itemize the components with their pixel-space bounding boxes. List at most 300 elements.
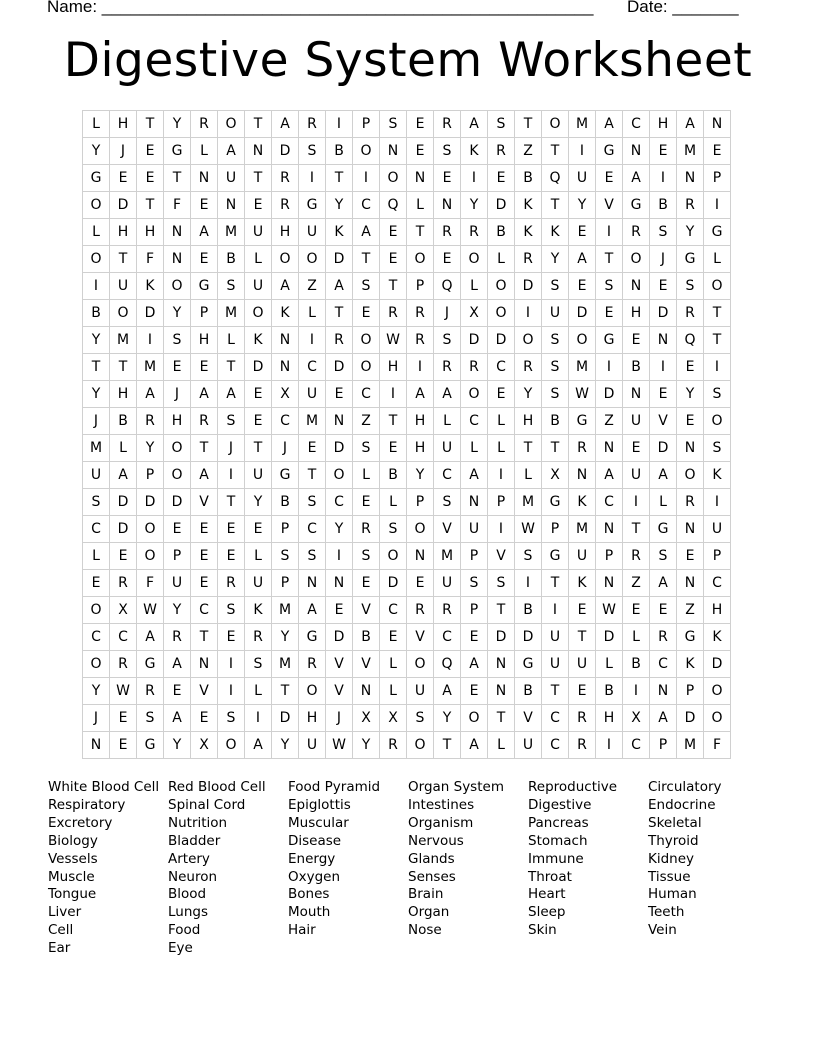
grid-letter: G [137,651,164,678]
grid-letter: Y [326,192,353,219]
grid-letter: T [380,273,407,300]
grid-letter: S [218,705,245,732]
grid-letter: A [650,462,677,489]
grid-letter: N [434,192,461,219]
grid-letter: L [488,246,515,273]
grid-letter: B [623,651,650,678]
word-bank-item: Muscle [48,868,95,885]
grid-letter: I [353,165,380,192]
grid-letter: P [191,300,218,327]
grid-letter: F [704,732,731,759]
grid-letter: B [596,678,623,705]
grid-letter: D [515,273,542,300]
word-bank-item: Endocrine [648,796,716,813]
grid-letter: I [245,705,272,732]
grid-letter: X [542,462,569,489]
grid-letter: T [380,408,407,435]
grid-letter: N [164,246,191,273]
grid-letter: H [110,219,137,246]
grid-letter: L [83,111,110,138]
grid-letter: O [407,516,434,543]
grid-letter: S [434,327,461,354]
grid-letter: D [326,354,353,381]
grid-letter: N [272,327,299,354]
grid-letter: S [434,489,461,516]
grid-letter: E [83,570,110,597]
grid-letter: D [326,246,353,273]
grid-letter: H [164,408,191,435]
grid-letter: T [83,354,110,381]
grid-letter: I [596,354,623,381]
grid-letter: E [191,354,218,381]
grid-letter: E [245,408,272,435]
grid-letter: O [542,111,569,138]
grid-letter: Z [299,273,326,300]
grid-letter: H [191,327,218,354]
word-bank-item: Artery [168,850,210,867]
grid-letter: E [245,516,272,543]
grid-letter: X [380,705,407,732]
grid-letter: G [677,624,704,651]
grid-letter: V [434,516,461,543]
grid-letter: O [245,300,272,327]
grid-letter: E [164,678,191,705]
grid-letter: R [326,327,353,354]
grid-letter: R [191,408,218,435]
grid-letter: G [569,408,596,435]
word-bank-item: Vein [648,922,677,939]
grid-letter: T [353,246,380,273]
grid-letter: E [218,624,245,651]
grid-letter: K [515,192,542,219]
grid-letter: E [353,489,380,516]
grid-letter: N [272,354,299,381]
grid-letter: T [542,678,569,705]
grid-letter: P [461,543,488,570]
page-title: Digestive System Worksheet [63,33,753,88]
grid-letter: R [461,219,488,246]
grid-letter: A [326,273,353,300]
grid-letter: B [380,462,407,489]
grid-letter: A [461,111,488,138]
grid-letter: H [110,111,137,138]
grid-letter: N [407,543,434,570]
grid-letter: I [704,489,731,516]
grid-letter: D [488,192,515,219]
grid-letter: B [542,408,569,435]
grid-letter: P [542,516,569,543]
grid-letter: R [677,300,704,327]
word-bank-column [48,779,168,958]
grid-letter: V [326,651,353,678]
grid-letter: P [596,543,623,570]
grid-letter: A [164,651,191,678]
grid-letter: C [83,516,110,543]
grid-letter: I [650,354,677,381]
word-bank-item: Bladder [168,832,221,849]
grid-letter: I [137,327,164,354]
grid-letter: S [353,435,380,462]
grid-letter: I [515,570,542,597]
grid-letter: B [353,624,380,651]
grid-letter: T [137,111,164,138]
grid-letter: D [650,435,677,462]
grid-letter: E [596,300,623,327]
grid-letter: N [191,165,218,192]
word-bank-item: Disease [288,832,342,849]
grid-letter: D [650,300,677,327]
grid-letter: W [569,381,596,408]
grid-letter: K [245,327,272,354]
grid-letter: J [434,300,461,327]
grid-letter: V [515,705,542,732]
grid-letter: L [704,246,731,273]
grid-letter: X [623,705,650,732]
grid-letter: S [245,651,272,678]
grid-letter: V [353,597,380,624]
grid-letter: N [704,111,731,138]
grid-letter: B [623,354,650,381]
grid-letter: S [542,354,569,381]
grid-letter: E [191,705,218,732]
grid-letter: R [434,111,461,138]
grid-letter: L [380,489,407,516]
grid-letter: Y [677,219,704,246]
grid-letter: J [650,246,677,273]
grid-letter: T [191,435,218,462]
grid-letter: T [245,165,272,192]
word-bank-item: Nervous [408,832,464,849]
grid-letter: U [299,732,326,759]
grid-letter: D [380,570,407,597]
grid-letter: C [623,111,650,138]
grid-letter: D [272,138,299,165]
word-bank-item: Energy [288,850,336,867]
grid-letter: K [272,300,299,327]
grid-letter: A [191,462,218,489]
grid-letter: R [245,624,272,651]
word-bank-item: Thyroid [648,832,699,849]
grid-letter: A [461,462,488,489]
grid-letter: E [434,165,461,192]
grid-letter: Y [164,300,191,327]
grid-letter: D [596,381,623,408]
word-bank-item: Kidney [648,850,695,867]
grid-letter: Q [542,165,569,192]
grid-letter: X [272,381,299,408]
grid-letter: D [137,300,164,327]
grid-letter: O [110,300,137,327]
grid-letter: C [299,516,326,543]
grid-letter: V [191,489,218,516]
grid-letter: W [137,597,164,624]
grid-letter: O [272,246,299,273]
word-bank-item: Red Blood Cell [168,779,266,795]
grid-letter: E [326,381,353,408]
grid-letter: K [326,219,353,246]
grid-letter: E [110,705,137,732]
grid-letter: E [434,246,461,273]
grid-letter: Y [461,192,488,219]
grid-letter: B [272,489,299,516]
grid-letter: A [164,705,191,732]
grid-letter: G [83,165,110,192]
word-bank-item: Human [648,886,697,903]
grid-letter: I [596,732,623,759]
grid-letter: O [353,354,380,381]
grid-letter: A [137,381,164,408]
grid-letter: E [191,246,218,273]
grid-letter: T [218,489,245,516]
grid-letter: E [569,678,596,705]
grid-letter: G [542,543,569,570]
grid-letter: L [650,489,677,516]
grid-letter: K [569,489,596,516]
grid-letter: U [704,516,731,543]
grid-letter: G [596,327,623,354]
word-bank-item: Skin [528,922,557,939]
grid-letter: T [164,165,191,192]
grid-letter: Q [677,327,704,354]
grid-letter: M [677,138,704,165]
grid-letter: Q [380,192,407,219]
grid-letter: T [245,435,272,462]
grid-letter: U [83,462,110,489]
grid-letter: V [353,651,380,678]
grid-letter: N [677,570,704,597]
grid-letter: E [245,381,272,408]
grid-letter: Z [623,570,650,597]
grid-letter: S [299,138,326,165]
word-bank-item: Skeletal [648,814,702,831]
grid-letter: N [164,219,191,246]
grid-letter: S [704,435,731,462]
grid-letter: T [326,165,353,192]
grid-letter: R [434,219,461,246]
grid-letter: P [488,489,515,516]
grid-letter: M [569,516,596,543]
grid-letter: Y [542,246,569,273]
grid-letter: E [353,570,380,597]
word-bank-item: Ear [48,940,71,957]
grid-letter: T [542,138,569,165]
grid-letter: D [326,435,353,462]
grid-letter: F [137,246,164,273]
word-bank-item: Biology [48,832,98,849]
grid-letter: T [623,516,650,543]
grid-letter: J [326,705,353,732]
grid-letter: J [110,138,137,165]
grid-letter: V [596,192,623,219]
grid-letter: P [704,543,731,570]
grid-letter: I [542,597,569,624]
grid-letter: O [677,462,704,489]
grid-letter: R [218,570,245,597]
grid-letter: R [515,354,542,381]
grid-letter: T [434,732,461,759]
grid-letter: E [191,570,218,597]
grid-letter: G [515,651,542,678]
grid-letter: L [191,138,218,165]
grid-letter: N [650,327,677,354]
grid-letter: L [110,435,137,462]
grid-letter: O [407,732,434,759]
grid-letter: S [407,705,434,732]
grid-letter: R [299,111,326,138]
grid-letter: O [488,273,515,300]
grid-letter: Y [434,705,461,732]
grid-letter: Y [353,732,380,759]
grid-letter: L [596,651,623,678]
grid-letter: I [326,543,353,570]
grid-letter: E [380,219,407,246]
grid-letter: C [83,624,110,651]
grid-letter: A [191,381,218,408]
grid-letter: K [137,273,164,300]
grid-letter: B [218,246,245,273]
grid-letter: Q [434,651,461,678]
grid-letter: N [596,570,623,597]
grid-letter: U [569,165,596,192]
grid-letter: E [407,111,434,138]
word-bank-item: Epiglottis [288,796,351,813]
grid-letter: S [353,543,380,570]
grid-letter: U [434,435,461,462]
grid-letter: D [677,705,704,732]
grid-letter: H [299,705,326,732]
grid-letter: J [83,705,110,732]
grid-letter: H [704,597,731,624]
word-bank-item: Hair [288,922,316,939]
grid-letter: I [650,165,677,192]
grid-letter: G [596,138,623,165]
grid-letter: P [650,732,677,759]
grid-letter: D [488,327,515,354]
grid-letter: N [596,435,623,462]
grid-letter: O [137,516,164,543]
grid-letter: E [623,597,650,624]
grid-letter: Y [83,678,110,705]
grid-letter: E [137,138,164,165]
grid-letter: G [299,192,326,219]
grid-letter: Y [407,462,434,489]
grid-letter: A [110,462,137,489]
grid-letter: N [569,462,596,489]
grid-letter: N [488,651,515,678]
grid-letter: S [677,273,704,300]
grid-letter: U [245,219,272,246]
grid-letter: S [299,543,326,570]
grid-letter: U [245,462,272,489]
word-bank-item: Tissue [648,868,691,885]
grid-letter: M [434,543,461,570]
grid-letter: E [623,327,650,354]
grid-letter: T [704,327,731,354]
grid-letter: N [623,273,650,300]
grid-letter: R [461,354,488,381]
grid-letter: U [542,624,569,651]
grid-letter: U [542,300,569,327]
grid-letter: O [164,435,191,462]
word-bank-item: Digestive [528,796,592,813]
word-bank-item: Respiratory [48,796,126,813]
grid-letter: R [164,624,191,651]
grid-letter: N [218,192,245,219]
grid-letter: U [299,219,326,246]
grid-letter: L [83,219,110,246]
grid-letter: R [677,489,704,516]
grid-letter: O [704,678,731,705]
grid-letter: T [542,192,569,219]
grid-letter: D [704,651,731,678]
word-bank-item: Heart [528,886,566,903]
grid-letter: D [137,489,164,516]
grid-letter: T [245,111,272,138]
word-bank-item: Immune [528,850,584,867]
grid-letter: Y [677,381,704,408]
grid-letter: N [677,516,704,543]
grid-letter: T [515,111,542,138]
grid-letter: E [569,273,596,300]
grid-letter: R [623,219,650,246]
grid-letter: I [407,354,434,381]
grid-letter: Y [272,732,299,759]
grid-letter: U [623,408,650,435]
grid-letter: F [164,192,191,219]
grid-letter: H [407,435,434,462]
grid-letter: G [137,732,164,759]
grid-letter: P [272,570,299,597]
grid-letter: R [299,651,326,678]
grid-letter: G [272,462,299,489]
word-bank-item: Reproductive [528,779,618,795]
grid-letter: E [191,543,218,570]
grid-letter: C [542,732,569,759]
grid-letter: A [272,273,299,300]
grid-letter: U [569,543,596,570]
word-bank-item: Liver [48,904,82,921]
grid-letter: S [380,516,407,543]
grid-letter: H [272,219,299,246]
grid-letter: U [110,273,137,300]
grid-letter: S [650,219,677,246]
grid-letter: C [272,408,299,435]
word-bank-column [408,779,528,958]
grid-letter: L [245,543,272,570]
grid-letter: Y [164,732,191,759]
grid-letter: W [596,597,623,624]
word-bank-column [528,779,648,958]
grid-letter: A [650,705,677,732]
grid-letter: O [461,705,488,732]
grid-letter: P [137,462,164,489]
grid-letter: E [164,516,191,543]
grid-letter: R [488,138,515,165]
grid-letter: D [461,327,488,354]
grid-letter: M [218,219,245,246]
grid-letter: G [191,273,218,300]
grid-letter: V [191,678,218,705]
grid-letter: E [110,543,137,570]
grid-letter: V [650,408,677,435]
grid-letter: J [83,408,110,435]
grid-letter: D [515,624,542,651]
grid-letter: R [569,435,596,462]
grid-letter: B [515,165,542,192]
grid-letter: G [164,138,191,165]
grid-letter: L [299,300,326,327]
grid-letter: R [272,192,299,219]
